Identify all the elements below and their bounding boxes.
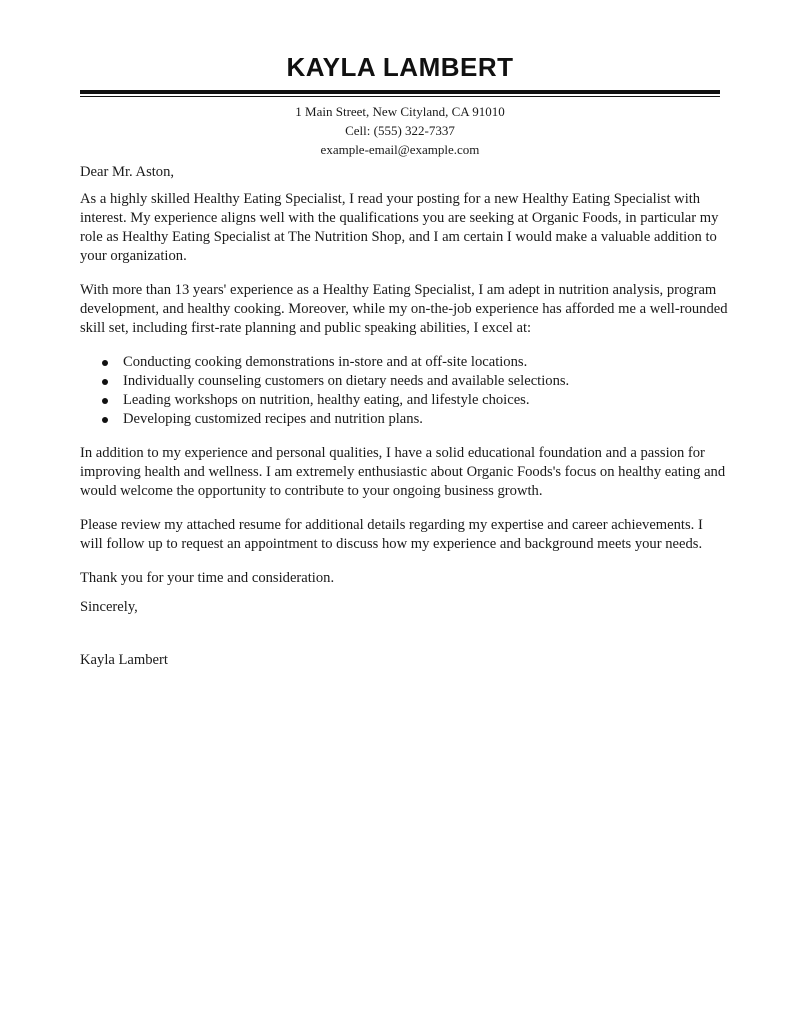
list-item-text: Developing customized recipes and nutrition plans. bbox=[123, 411, 423, 427]
list-item bbox=[80, 372, 728, 391]
bullet-icon bbox=[102, 360, 108, 366]
list-item-text: Leading workshops on nutrition, healthy eating, and lifestyle choices. bbox=[123, 392, 530, 408]
bullet-icon bbox=[102, 417, 108, 423]
paragraph-experience: With more than 13 years' experience as a Healthy Eating Specialist, I am adept in nutrition analysis, program development, and healthy cooking. Moreover, while my on-the-job experience has afforded me a well-rounded skill set, including first-rate planning and public speaking abilities, I excel at: bbox=[80, 282, 728, 336]
bullet-icon bbox=[102, 398, 108, 404]
closing-line: Sincerely, bbox=[80, 599, 138, 615]
paragraph-education: In addition to my experience and personal qualities, I have a solid educational foundation and a passion for improving health and wellness. I am extremely enthusiastic about Organic Foods's focus on healthy eating and would welcome the opportunity to contribute to your ongoing business growth. bbox=[80, 445, 726, 499]
thanks-line: Thank you for your time and consideration. bbox=[80, 570, 335, 586]
list-item bbox=[80, 410, 728, 429]
contact-address: 1 Main Street, New Cityland, CA 91010 bbox=[295, 104, 505, 119]
contact-cell: Cell: (555) 322-7337 bbox=[345, 123, 455, 138]
list-item bbox=[80, 353, 728, 372]
letter-body bbox=[80, 163, 728, 685]
salutation: Dear Mr. Aston, bbox=[80, 164, 175, 180]
list-item-text: Individually counseling customers on dietary needs and available selections. bbox=[123, 373, 570, 389]
applicant-name: KAYLA LAMBERT bbox=[286, 52, 514, 82]
bullet-icon bbox=[102, 379, 108, 385]
list-item bbox=[80, 391, 728, 410]
header-rule-thick bbox=[80, 90, 720, 94]
contact-email: example-email@example.com bbox=[320, 142, 480, 157]
contact-block bbox=[0, 102, 800, 159]
header-rule-thin bbox=[80, 96, 720, 97]
list-item-text: Conducting cooking demonstrations in-store and at off-site locations. bbox=[123, 354, 528, 370]
skills-list bbox=[80, 353, 728, 429]
paragraph-intro: As a highly skilled Healthy Eating Specialist, I read your posting for a new Healthy Eating Specialist with interest. My experience aligns well with the qualifications you are seeking at Organic Foods, in particular my role as Healthy Eating Specialist at The Nutrition Shop, and I am certain I would make a valuable addition to your organization. bbox=[80, 191, 719, 264]
signature-name: Kayla Lambert bbox=[80, 652, 168, 668]
paragraph-follow-up: Please review my attached resume for additional details regarding my expertise and career achievements. I will follow up to request an appointment to discuss how my experience and background meets your needs. bbox=[80, 517, 703, 552]
